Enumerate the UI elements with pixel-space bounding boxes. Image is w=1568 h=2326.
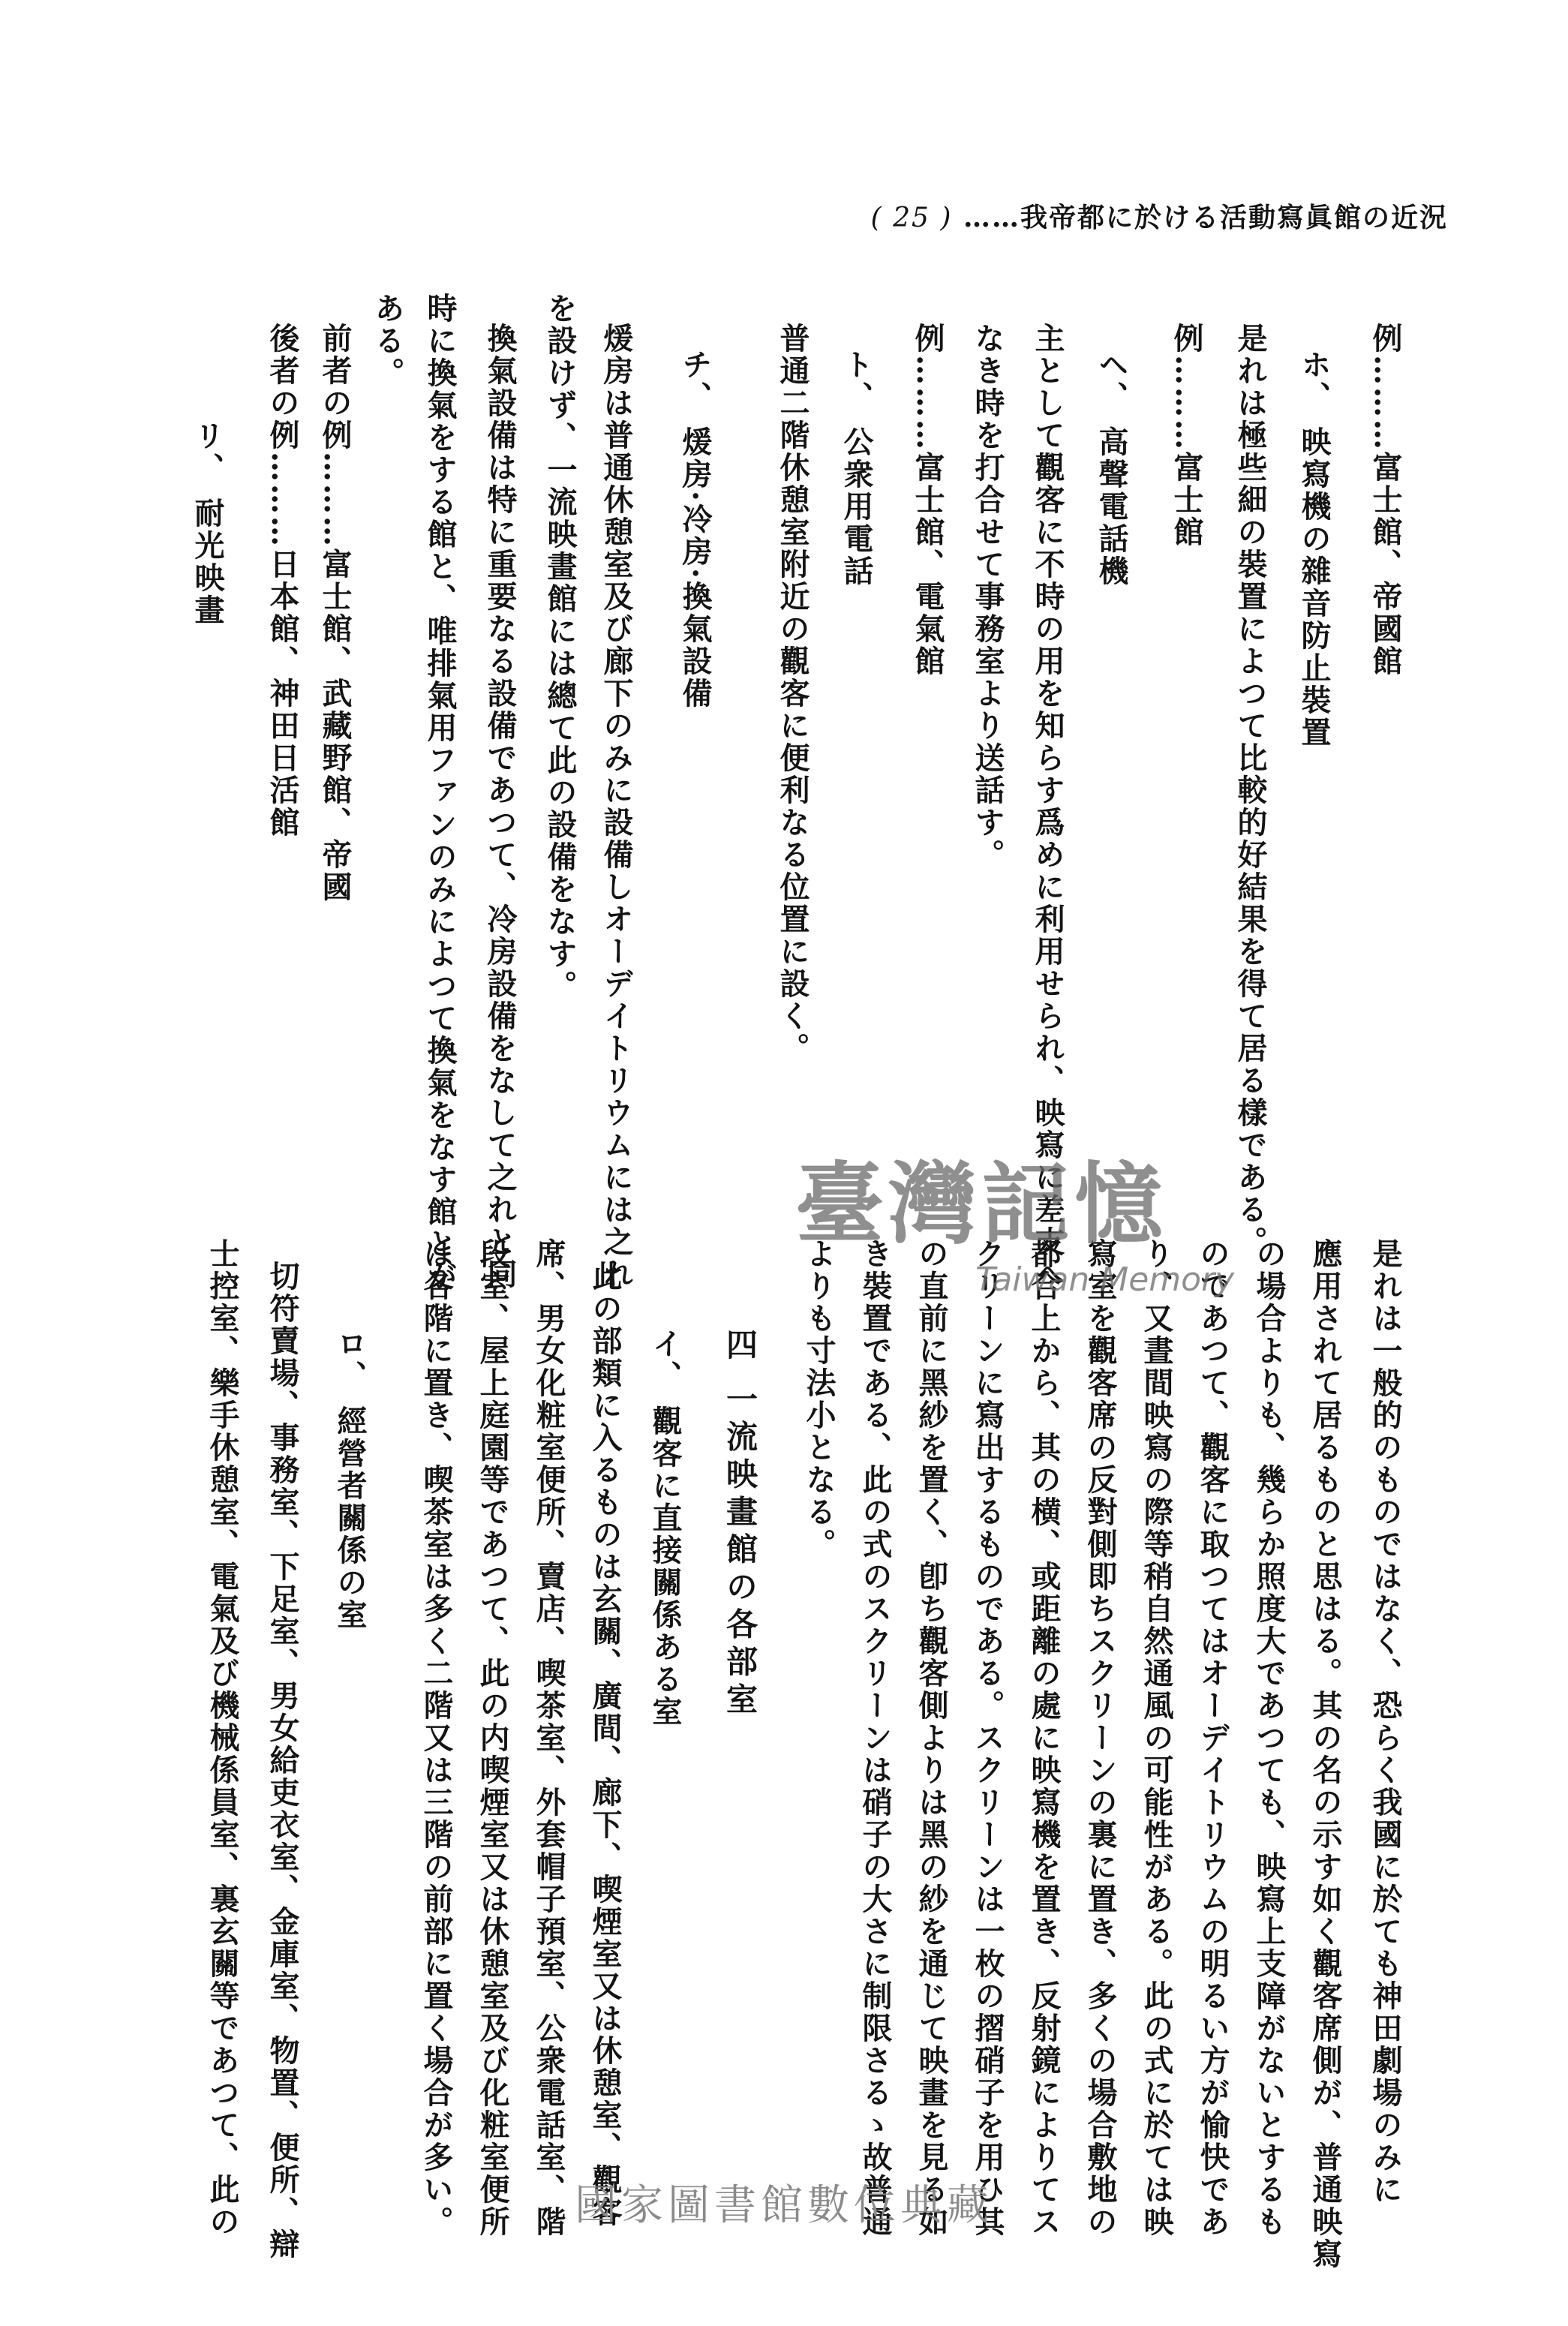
text-column: 後者の例………日本館、神田日活館	[265, 323, 300, 839]
text-column: 是れは極些細の裝置によつて比較的好結果を得て居る樣である。	[1233, 323, 1268, 1258]
text-column: 普通二階休憩室附近の觀客に便利なる位置に設く。	[775, 323, 810, 1065]
text-column: 寫室を觀客席の反對側即ちスクリーンの裏に置き、多くの場合敷地の	[1083, 1238, 1118, 2238]
text-column: 是れは一般的のものではなく、恐らく我國に於ても神田劇場のみに	[1368, 1238, 1403, 2206]
watermark-subtitle: Taiwan Memory	[975, 1261, 1235, 1299]
text-column: 煖房は普通休憩室及び廊下のみに設備しオーデイトリウムには之れ	[599, 323, 634, 1291]
text-column: なき時を打合せて事務室より送話す。	[970, 323, 1005, 871]
text-column: 士控室、樂手休憩室、電氣及び機械係員室、裏玄關等であつて、此の	[205, 1238, 240, 2238]
page-number: ( 25 )	[870, 203, 953, 233]
text-column: 例………富士館	[1169, 323, 1204, 548]
text-column: り、又晝間映寫の際等稍自然通風の可能性がある。此の式に於ては映	[1139, 1238, 1174, 2238]
text-column: の場合よりも、幾らか照度大であつても、映寫上支障がないとするも	[1251, 1238, 1287, 2238]
text-column: ある。	[370, 293, 405, 389]
text-column: 前者の例………富士館、武藏野館、帝國	[317, 323, 353, 903]
text-column: 切符賣場、事務室、下足室、男女給吏衣室、金庫室、物置、便所、辯	[265, 1261, 300, 2261]
text-column: 主として觀客に不時の用を知らす爲めに利用せられ、映寫に差支へ	[1030, 323, 1065, 1291]
section-heading: リ、 耐光映畫	[190, 420, 225, 627]
text-column: 段室、屋上庭園等であつて、此の内喫煙室又は休憩室及び化粧室便所	[475, 1238, 510, 2238]
text-column: 席、男女化粧室便所、賣店、喫茶室、外套帽子預室、公衆電話室、階	[531, 1238, 566, 2238]
section-heading: イ、 觀客に直接關係ある室	[647, 1328, 683, 1728]
running-header	[203, 197, 1448, 235]
text-column: の直前に黑紗を置く、卽ち觀客側よりは黑の紗を通じて映畫を見る如	[914, 1238, 949, 2238]
text-column: は各階に置き、喫茶室は多く二階又は三階の前部に置く場合が多い。	[419, 1238, 454, 2238]
section-heading: ト、 公衆用電話	[839, 349, 874, 588]
text-column: 換氣設備は特に重要なる設備であつて、冷房設備をなして之れと同	[482, 323, 518, 1291]
text-column: 應用されて居るものと思はる。其の名の示す如く觀客席側が、普通映寫	[1308, 1238, 1343, 2270]
footer-credit: 國家圖書館數位典藏	[575, 2181, 993, 2230]
section-heading: ホ、 映寫機の雜音防止裝置	[1296, 349, 1332, 749]
section-heading: ロ、 經營者關係の室	[332, 1328, 368, 1631]
section-heading: チ、 煖房·冷房·換氣設備	[677, 349, 713, 710]
watermark-logo: 臺灣記憶	[795, 1152, 1168, 1256]
text-column: 例………富士館、帝國館	[1368, 323, 1403, 678]
text-column: クリーンに寫出するものである。スクリーンは一枚の摺硝子を用ひ其	[970, 1238, 1005, 2238]
text-column: き裝置である、此の式のスクリーンは硝子の大さに制限さるゝ故普通	[858, 1238, 893, 2238]
text-column: よりも寸法小となる。	[801, 1238, 837, 1561]
text-column: 例………富士館、電氣館	[910, 323, 945, 678]
text-column: 時に換氣をする館と、唯排氣用ファンのみによつて換氣をなす館とが	[422, 293, 458, 1293]
running-title: ……我帝都に於ける活動寫眞館の近況	[963, 202, 1448, 233]
chapter-heading: 四 一流映畫館の各部室	[722, 1328, 758, 1720]
text-column: 此の部類に入るものは玄關、廣間、廊下、喫煙室又は休憩室、觀客	[587, 1261, 623, 2228]
text-column: のであつて、觀客に取つてはオーデイトリウムの明るい方が愉快であ	[1195, 1238, 1230, 2238]
section-heading: ヘ、 高聲電話機	[1094, 349, 1129, 588]
text-column: 都合上から、其の横、或距離の處に映寫機を置き、反射鏡によりてス	[1026, 1238, 1062, 2238]
text-column: を設けず、一流映畫館には總て此の設備をなす。	[542, 293, 578, 1002]
